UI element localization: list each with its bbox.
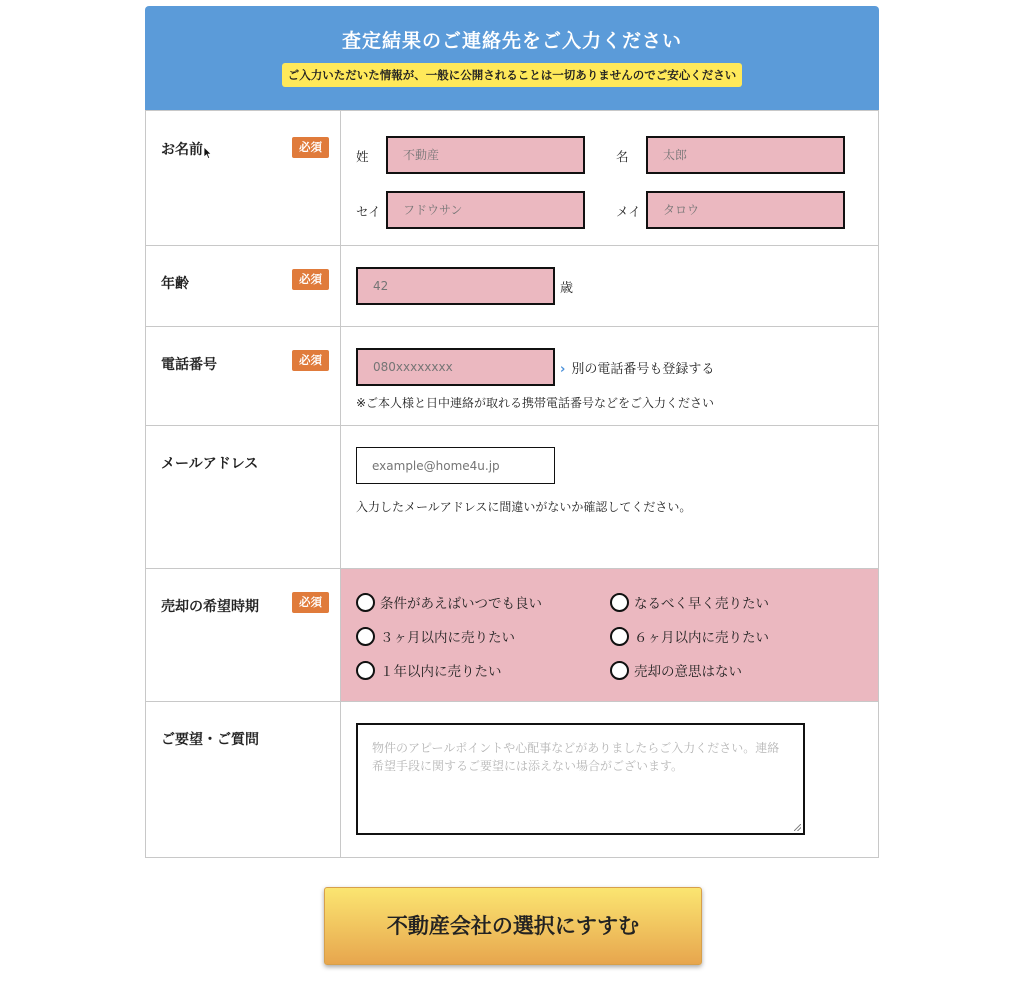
required-badge: 必須 (292, 137, 329, 158)
phone-label-cell (146, 327, 341, 426)
radio-button[interactable] (356, 593, 375, 612)
name-field-cell (341, 111, 879, 246)
radio-button[interactable] (356, 627, 375, 646)
radio-button[interactable] (610, 661, 629, 680)
first-kana-input[interactable] (646, 191, 845, 229)
age-input[interactable] (356, 267, 555, 305)
name-label: お名前 (161, 142, 203, 158)
age-unit: 歳 (560, 281, 574, 296)
age-label: 年齢 (161, 276, 189, 292)
timing-option[interactable] (356, 592, 542, 612)
email-label: メールアドレス (161, 456, 259, 472)
timing-option-label: なるべく早く売りたい (634, 596, 769, 612)
request-placeholder: 物件のアピールポイントや心配事などがありましたらご入力ください。連絡希望手段に関するご要望には添えない場合がございます。 (372, 741, 780, 773)
phone-note: ※ご本人様と日中連絡が取れる携帯電話番号などをご入力ください (356, 396, 715, 410)
radio-button[interactable] (610, 593, 629, 612)
contact-form (145, 6, 879, 858)
form-table (145, 110, 879, 858)
radio-button[interactable] (356, 661, 375, 680)
last-kana-label: セイ (356, 204, 381, 219)
request-label: ご要望・ご質問 (161, 732, 259, 748)
request-label-cell (146, 702, 341, 858)
mouse-pointer-icon (203, 146, 213, 160)
last-kana-input[interactable] (386, 191, 585, 229)
form-header (145, 6, 879, 110)
phone-input[interactable] (356, 348, 555, 386)
privacy-note: ご入力いただいた情報が、一般に公開されることは一切ありませんのでご安心ください (282, 63, 743, 87)
submit-button[interactable]: 不動産会社の選択にすすむ (324, 887, 702, 965)
name-row (146, 111, 879, 246)
timing-option[interactable] (610, 626, 769, 646)
timing-option-label: ３ヶ月以内に売りたい (380, 630, 515, 646)
timing-field-cell (341, 569, 879, 702)
timing-label: 売却の希望時期 (161, 599, 259, 615)
email-input[interactable] (356, 447, 555, 484)
form-title: 査定結果のご連絡先をご入力ください (341, 30, 682, 52)
phone-row (146, 327, 879, 426)
first-name-input[interactable] (646, 136, 845, 174)
timing-option[interactable] (356, 660, 502, 680)
required-badge: 必須 (292, 592, 329, 613)
radio-button[interactable] (610, 627, 629, 646)
request-textarea[interactable] (356, 723, 805, 835)
request-field-cell (341, 702, 879, 858)
first-name-label: 名 (616, 149, 629, 164)
timing-option[interactable] (610, 660, 742, 680)
timing-option[interactable] (610, 592, 769, 612)
name-label-cell (146, 111, 341, 246)
phone-label: 電話番号 (161, 357, 217, 373)
timing-option-label: 売却の意思はない (634, 664, 742, 680)
timing-option-label: 条件があえばいつでも良い (380, 596, 542, 612)
last-name-label: 姓 (356, 149, 369, 164)
add-phone-link[interactable] (560, 358, 714, 377)
timing-option-label: ６ヶ月以内に売りたい (634, 630, 769, 646)
chevron-right-icon: › (560, 362, 566, 377)
timing-label-cell (146, 569, 341, 702)
last-name-input[interactable] (386, 136, 585, 174)
timing-option-label: １年以内に売りたい (380, 664, 502, 680)
age-field-cell (341, 246, 879, 327)
age-row (146, 246, 879, 327)
request-row (146, 702, 879, 858)
required-badge: 必須 (292, 269, 329, 290)
email-row (146, 426, 879, 569)
email-note: 入力したメールアドレスに間違いがないか確認してください。 (356, 500, 692, 514)
first-kana-label: メイ (616, 204, 641, 219)
resize-handle-icon[interactable] (794, 824, 801, 831)
age-label-cell (146, 246, 341, 327)
required-badge: 必須 (292, 350, 329, 371)
phone-field-cell (341, 327, 879, 426)
email-label-cell (146, 426, 341, 569)
add-phone-link-text: 別の電話番号も登録する (571, 362, 715, 377)
timing-row (146, 569, 879, 702)
email-field-cell (341, 426, 879, 569)
timing-option[interactable] (356, 626, 515, 646)
